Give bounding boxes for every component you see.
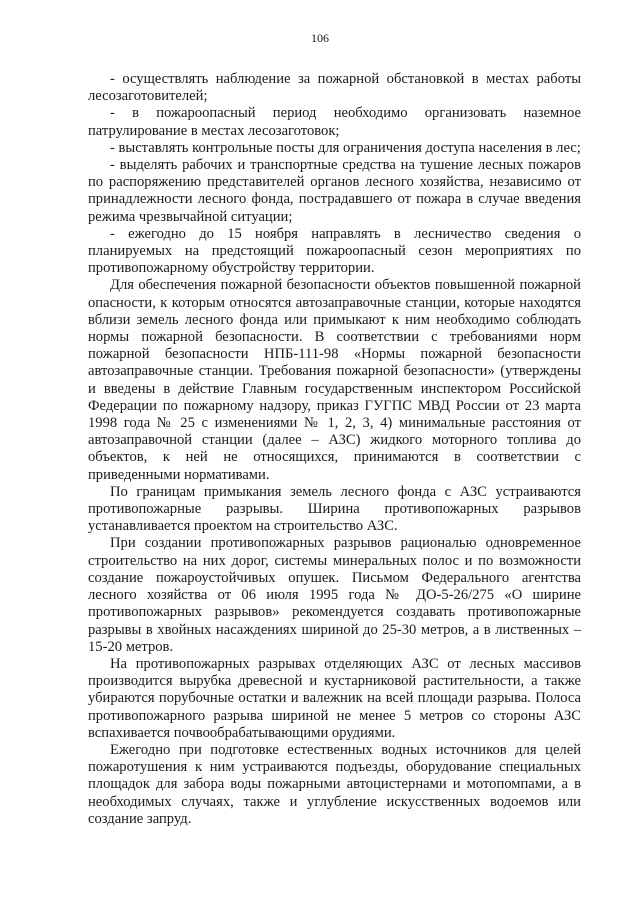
paragraph: - выделять рабочих и транспортные средства на тушение лесных пожаров по распоряжению представителей органов лесного хозяйства, независимо от принадлежности лесного фонда, пострадавшего от пожара в случае введения режима чрезвычайной ситуации; <box>88 157 581 225</box>
paragraph: На противопожарных разрывах отделяющих АЗС от лесных массивов производится вырубка древесной и кустарниковой растительности, а также убираются порубочные остатки и валежник на всей площади разрыва. Полоса противопожарного разрыва шириной не менее 5 метров со стороны АЗС вспахивается почвообрабатывающими орудиями. <box>88 655 581 741</box>
page-number: 106 <box>311 31 329 45</box>
paragraph: При создании противопожарных разрывов рациональю одновременное строительство на них дорог, системы минеральных полос и по возможности создание пожароустойчивых опушек. Письмом Федерального агентства лесного хозяйства от 06 июля 1995 года № ДО-5-26/275 «О ширине противопожарных разрывов» рекомендуется создавать противопожарные разрывы в хвойных насаждениях шириной до 25-30 метров, а в лиственных – 15-20 метров. <box>88 535 581 655</box>
paragraph: - в пожароопасный период необходимо организовать наземное патрулирование в местах лесозаготовок; <box>88 105 581 139</box>
paragraph: - ежегодно до 15 ноября направлять в лесничество сведения о планируемых на предстоящий пожароопасный сезон мероприятиях по противопожарному обустройству территории. <box>88 225 581 277</box>
paragraph: - выставлять контрольные посты для ограничения доступа населения в лес; <box>110 139 581 156</box>
paragraph: - осуществлять наблюдение за пожарной обстановкой в местах работы лесозаготовителей; <box>88 71 581 105</box>
paragraph: По границам примыкания земель лесного фонда с АЗС устраиваются противопожарные разрывы. Ширина противопожарных разрывов устанавливается проектом на строительство АЗС. <box>88 483 581 535</box>
paragraph: Для обеспечения пожарной безопасности объектов повышенной пожарной опасности, к которым относятся автозаправочные станции, которые находятся вблизи земель лесного фонда или примыкают к ним необходимо соблюдать нормы пожарной безопасности. В соответствии с требованиями норм пожарной безопасности НПБ-111-98 «Нормы пожарной безопасности автозаправочные станции. Требования пожарной безопасности» (утверждены и введены в действие Главным государственным инспектором Российской Федерации по пожарному надзору, приказ ГУГПС МВД России от 23 марта 1998 года № 25 с изменениями № 1, 2, 3, 4) минимальные расстояния от автозаправочной станции (далее – АЗС) жидкого моторного топлива до объектов, к ней не относящихся, принимаются в соответствии с приведенными нормативами. <box>88 277 581 483</box>
paragraph: Ежегодно при подготовке естественных водных источников для целей пожаротушения к ним устраиваются подъезды, оборудование специальных площадок для забора воды пожарными автоцистернами и мотопомпами, а в необходимых случаях, также и углубление искусственных водоемов или создание запруд. <box>88 741 581 827</box>
body-text <box>88 71 581 828</box>
